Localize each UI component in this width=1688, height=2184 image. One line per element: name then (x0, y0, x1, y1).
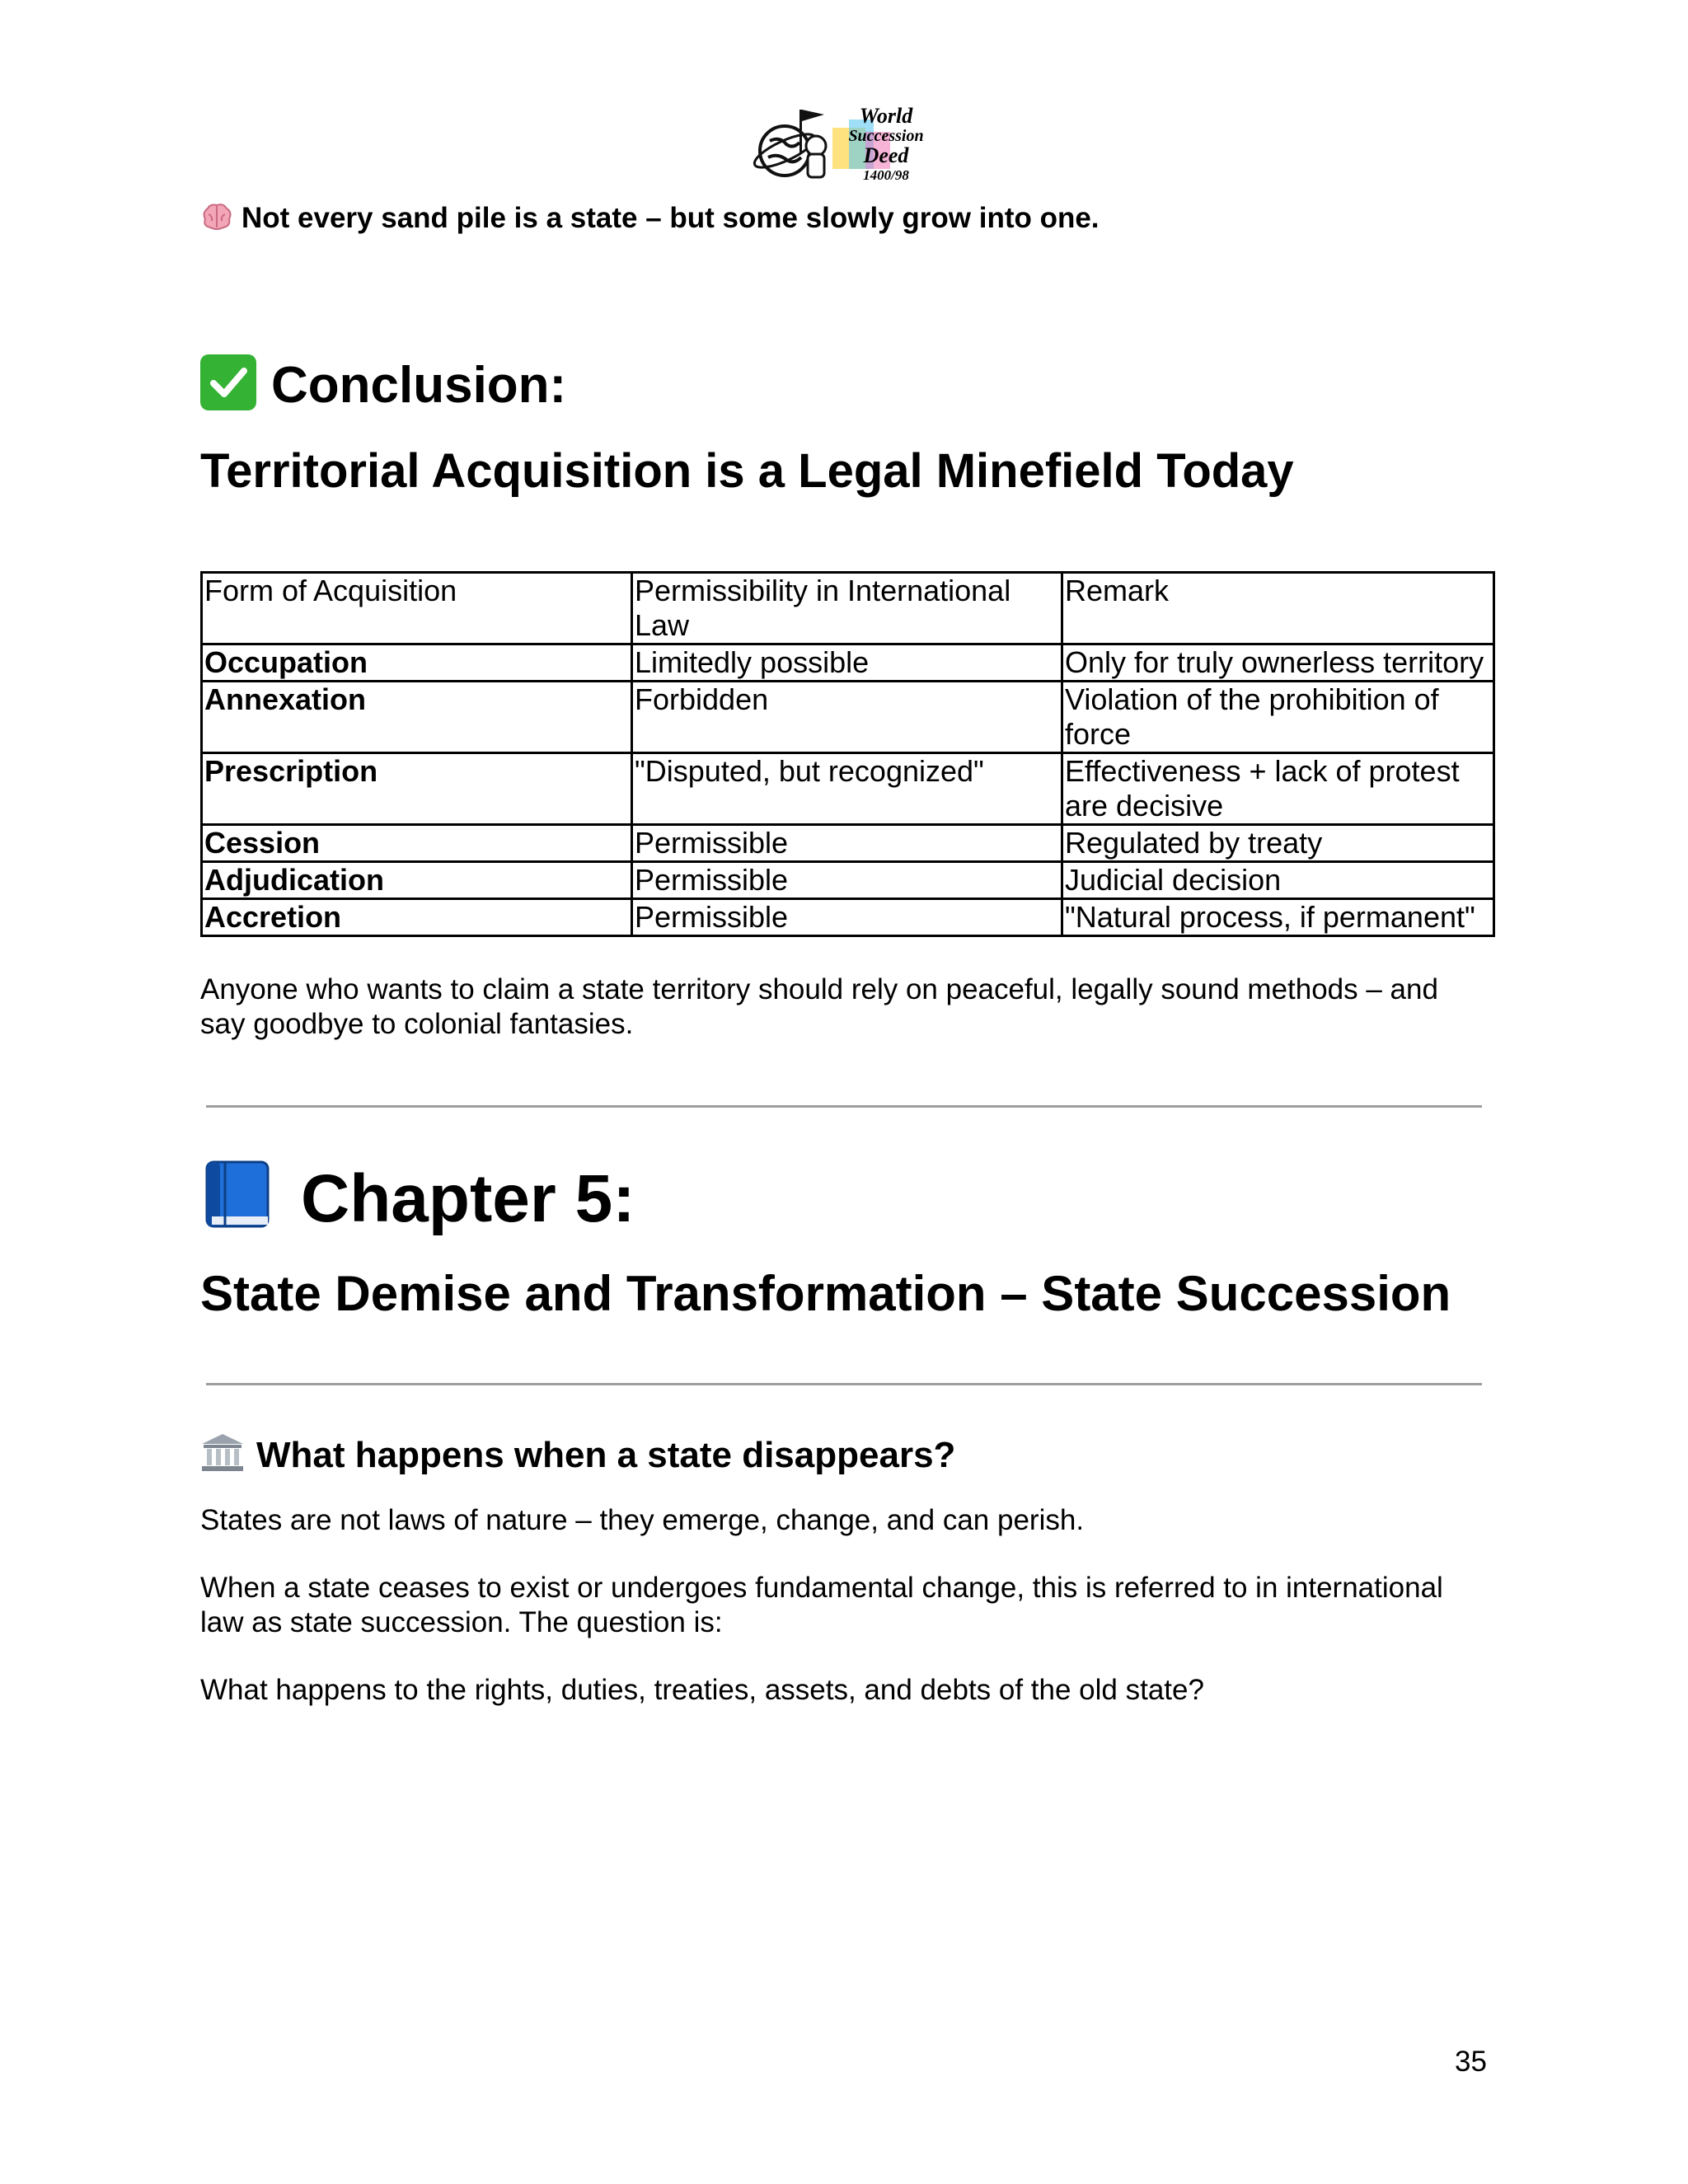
table-cell: Permissible (632, 825, 1062, 862)
section-heading (200, 1432, 955, 1476)
table-cell: Violation of the prohibition of force (1062, 682, 1494, 753)
table-cell: "Disputed, but recognized" (632, 753, 1062, 825)
section-heading-text: What happens when a state disappears? (256, 1435, 956, 1475)
conclusion-subheading: Territorial Acquisition is a Legal Minefield Today (200, 444, 1294, 498)
chapter-heading-text: Chapter 5: (301, 1161, 635, 1236)
table-row (202, 753, 1494, 825)
conclusion-heading (200, 354, 566, 417)
table-cell: Occupation (202, 644, 632, 682)
world-succession-deed-logo (750, 103, 935, 190)
logo-line-3: Deed (863, 143, 909, 167)
intro-note (200, 202, 1100, 235)
page-number: 35 (1455, 2046, 1487, 2078)
acquisition-table (200, 571, 1495, 937)
logo-line-2: Succession (848, 127, 924, 145)
table-cell: Regulated by treaty (1062, 825, 1494, 862)
table-cell: Effectiveness + lack of protest are decisive (1062, 753, 1494, 825)
chapter-heading (200, 1158, 635, 1240)
check-mark-icon (200, 354, 256, 410)
table-cell: Annexation (202, 682, 632, 753)
conclusion-heading-text: Conclusion: (271, 357, 567, 414)
table-cell: Cession (202, 825, 632, 862)
table-cell: Judicial decision (1062, 862, 1494, 899)
table-cell: Accretion (202, 899, 632, 936)
header-cell-permissibility: Permissibility in International Law (632, 573, 1062, 644)
classical-building-icon (200, 1432, 245, 1472)
table-row (202, 825, 1494, 862)
table-header-row (202, 573, 1494, 644)
logo-line-4: 1400/98 (863, 167, 909, 183)
brain-icon (200, 203, 233, 231)
chapter-subheading: State Demise and Transformation – State Succession (200, 1266, 1451, 1321)
section-paragraph-2: When a state ceases to exist or undergoes fundamental change, this is referred to in international law as state succession. The question is: (200, 1572, 1443, 1638)
logo-line-1: World (859, 104, 913, 128)
table-cell: Permissible (632, 899, 1062, 936)
table-cell: Limitedly possible (632, 644, 1062, 682)
header-cell-remark: Remark (1062, 573, 1494, 644)
header-cell-form: Form of Acquisition (202, 573, 632, 644)
divider (206, 1105, 1482, 1108)
table-row (202, 862, 1494, 899)
after-table-paragraph: Anyone who wants to claim a state territory should rely on peaceful, legally sound methods – and say goodbye to colonial fantasies. (200, 973, 1438, 1040)
table-row (202, 682, 1494, 753)
intro-note-text: Not every sand pile is a state – but some slowly grow into one. (241, 202, 1100, 234)
table-cell: Forbidden (632, 682, 1062, 753)
table-cell: Prescription (202, 753, 632, 825)
table-row (202, 644, 1494, 682)
section-paragraph-3: What happens to the rights, duties, treaties, assets, and debts of the old state? (200, 1674, 1204, 1706)
divider (206, 1383, 1482, 1385)
section-paragraph-1: States are not laws of nature – they emerge, change, and can perish. (200, 1504, 1085, 1536)
table-cell: Adjudication (202, 862, 632, 899)
table-cell: Permissible (632, 862, 1062, 899)
table-row (202, 899, 1494, 936)
table-cell: Only for truly ownerless territory (1062, 644, 1494, 682)
table-cell: "Natural process, if permanent" (1062, 899, 1494, 936)
blue-book-icon (200, 1159, 274, 1230)
